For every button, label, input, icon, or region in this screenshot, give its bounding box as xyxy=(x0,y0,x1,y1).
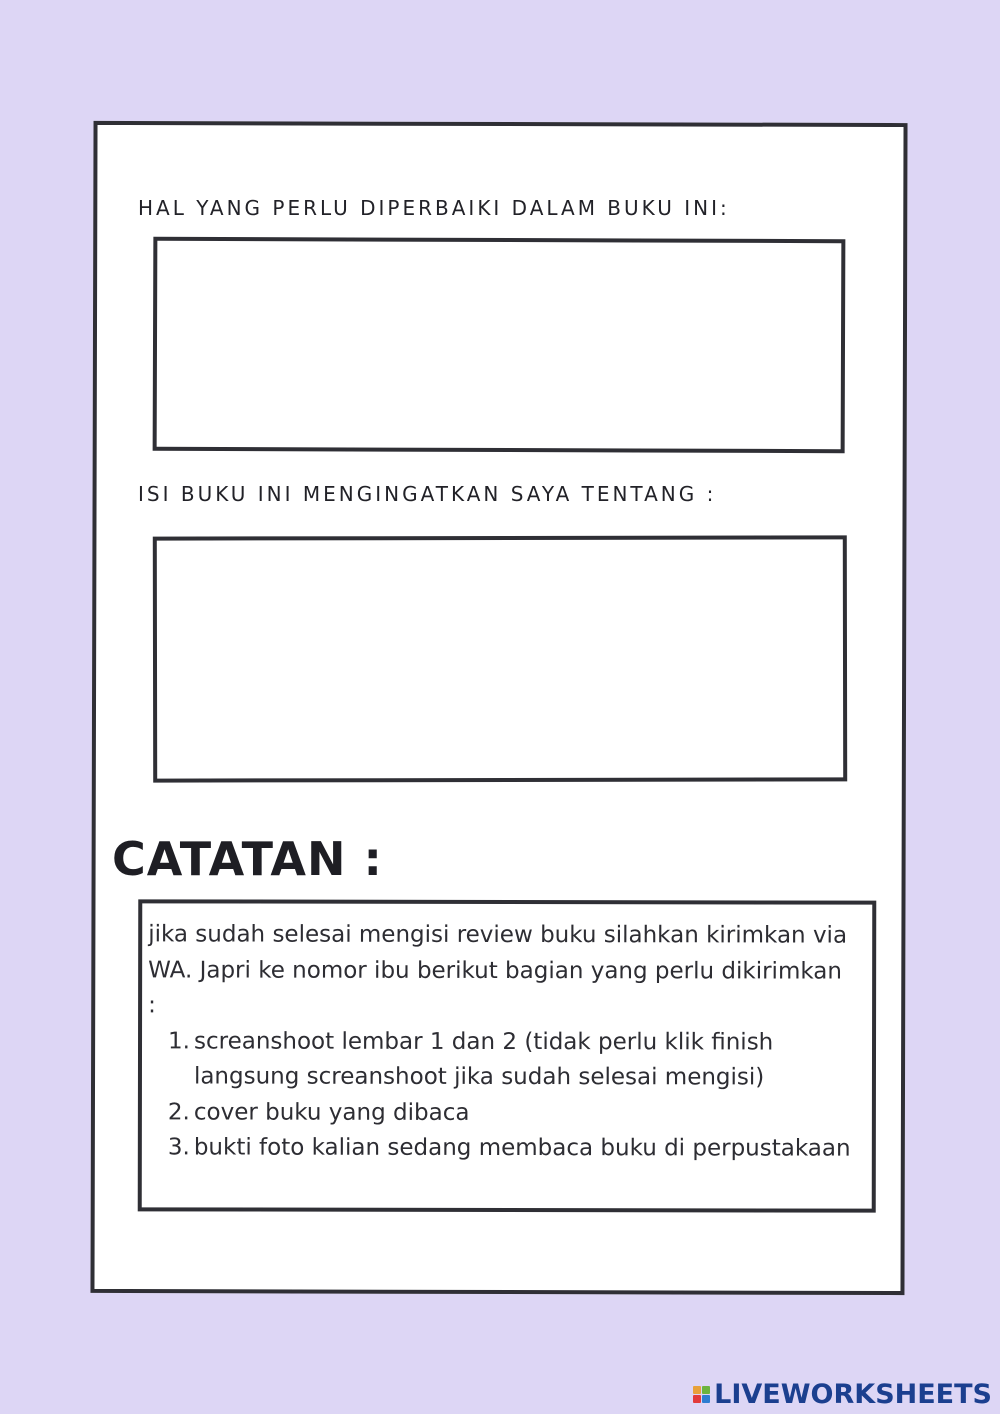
list-item-text: bukti foto kalian sedang membaca buku di perpustakaan xyxy=(193,1134,851,1162)
notes-title: CATATAN : xyxy=(112,832,383,886)
list-item-number: 3. xyxy=(167,1134,190,1161)
logo-square xyxy=(693,1386,701,1394)
list-item-number: 2. xyxy=(167,1098,190,1125)
brand-name: LIVEWORKSHEETS xyxy=(714,1379,992,1410)
logo-square xyxy=(702,1386,710,1394)
list-item-text: cover buku yang dibaca xyxy=(193,1098,470,1126)
list-item xyxy=(148,1130,852,1167)
liveworksheets-logo-icon xyxy=(693,1386,710,1403)
question-label-reminds-me: ISI BUKU INI MENGINGATKAN SAYA TENTANG : xyxy=(138,482,717,506)
notes-intro: jika sudah selesai mengisi review buku silahkan kirimkan via WA. Japri ke nomor ibu berikut bagian yang perlu dikirimkan : xyxy=(148,921,848,1019)
list-item xyxy=(148,1095,852,1132)
list-item-number: 1. xyxy=(168,1027,191,1054)
liveworksheets-brand xyxy=(693,1379,992,1410)
question-label-improvements: HAL YANG PERLU DIPERBAIKI DALAM BUKU INI: xyxy=(138,196,730,220)
notes-list xyxy=(148,1024,852,1167)
list-item-text: screanshoot lembar 1 dan 2 (tidak perlu klik finish langsung screanshoot jika sudah selesai mengisi) xyxy=(193,1027,774,1091)
answer-box-reminds-me[interactable] xyxy=(153,535,847,782)
logo-square xyxy=(702,1395,710,1403)
notes-box xyxy=(138,899,877,1212)
list-item xyxy=(148,1024,852,1096)
logo-square xyxy=(693,1395,701,1403)
answer-box-improvements[interactable] xyxy=(153,237,846,453)
